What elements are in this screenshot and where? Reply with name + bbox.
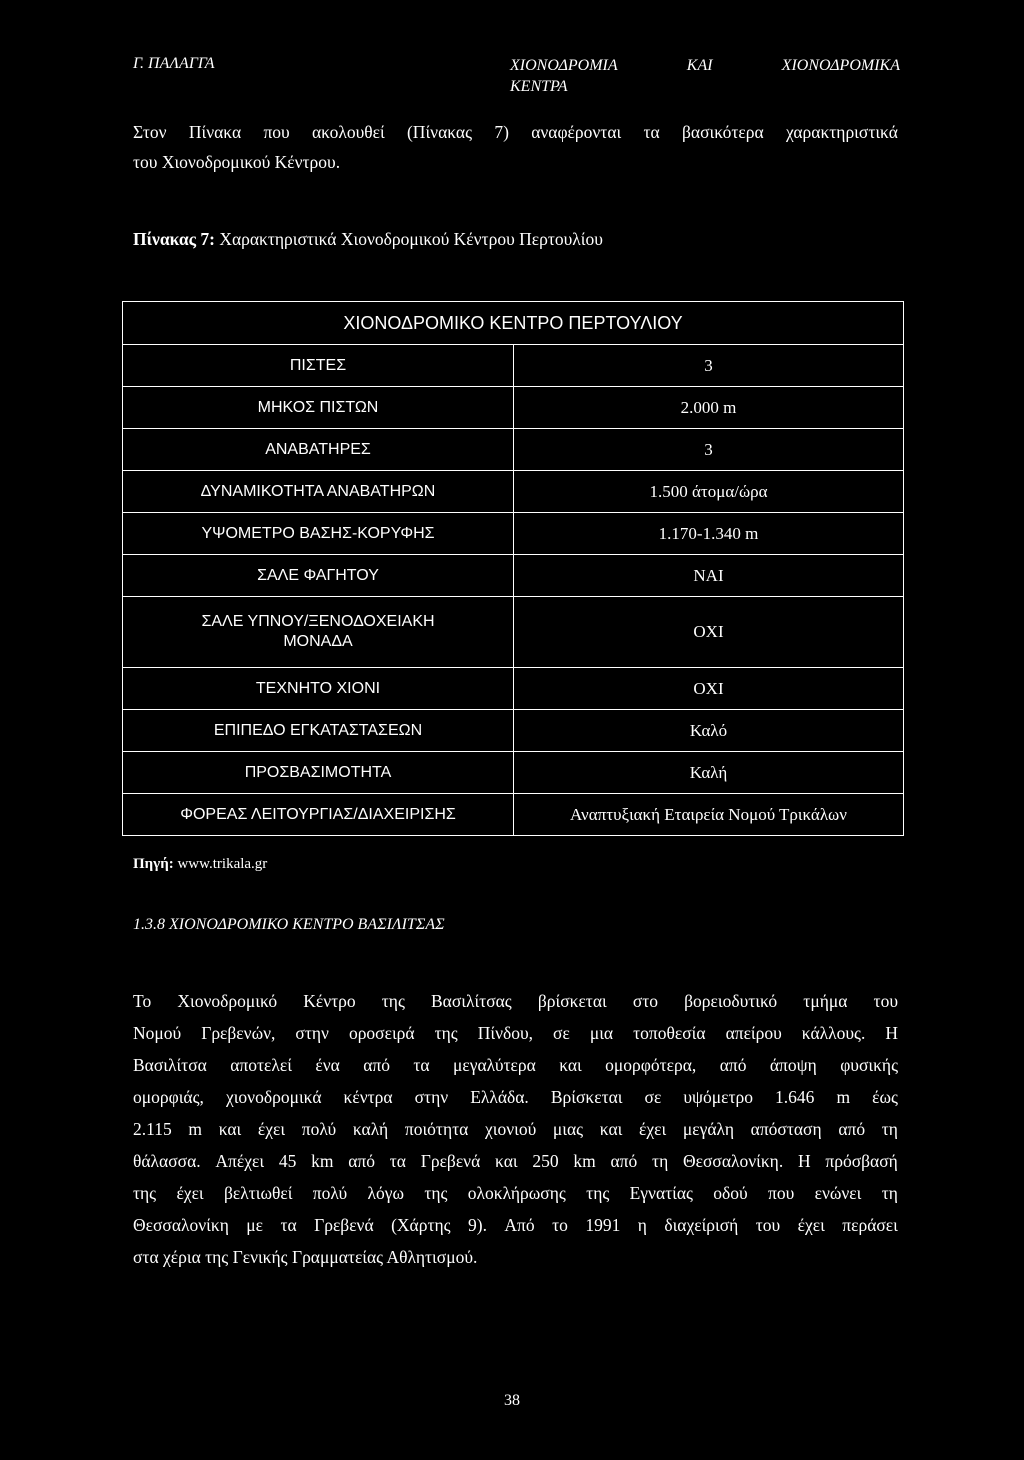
paragraph-word: από (838, 1119, 866, 1139)
paragraph-word: χιονοδρομικά (225, 1087, 322, 1107)
row-value: Αναπτυξιακή Εταιρεία Νομού Τρικάλων (514, 794, 904, 836)
paragraph-word: βελτιωθεί (223, 1183, 293, 1203)
paragraph-word: θάλασσα. (133, 1151, 201, 1171)
paragraph-word: καλή (352, 1119, 389, 1139)
paragraph-word: η (637, 1215, 647, 1235)
paragraph-word: χιονιού (484, 1119, 537, 1139)
paragraph-word: της (424, 1183, 448, 1203)
paragraph-word: βρίσκεται (537, 991, 607, 1011)
paragraph-word: τη (881, 1119, 898, 1139)
paragraph-word: Βασιλίτσας (431, 991, 512, 1011)
paragraph-word: πολύ (301, 1119, 337, 1139)
paragraph-word: από (610, 1151, 638, 1171)
paragraph-word: φυσικής (840, 1055, 898, 1075)
paragraph-word: της (434, 1023, 458, 1043)
paragraph-word: Θεσσαλονίκη (133, 1215, 229, 1235)
paragraph-word: της (586, 1183, 610, 1203)
paragraph-line (133, 1177, 898, 1209)
paragraph-word: 250 (532, 1151, 559, 1171)
paragraph-word: Από (504, 1215, 535, 1235)
paragraph-word: σε (644, 1087, 662, 1107)
running-header-author: Γ. ΠΑΛΑΓΓΑ (133, 55, 215, 72)
paragraph-word: τα (280, 1215, 297, 1235)
paragraph-word: 1.646 (775, 1087, 815, 1107)
paragraph-word: απόσταση (750, 1119, 822, 1139)
paragraph-word: Κέντρο (303, 991, 356, 1011)
paragraph-word: μεγαλύτερα (453, 1055, 536, 1075)
paragraph-line (133, 1209, 898, 1241)
source-label: Πηγή: (133, 856, 174, 872)
paragraph-word: Νομού (133, 1023, 182, 1043)
paragraph-word: έχει (176, 1183, 204, 1203)
paragraph-word: Η (885, 1023, 898, 1043)
paragraph-word: Το (133, 991, 152, 1011)
header-word: ΧΙΟΝΟΔΡΟΜΙΚΑ (781, 57, 900, 74)
paragraph-word: έχει (257, 1119, 286, 1139)
intro-word: ακολουθεί (311, 122, 385, 142)
row-label: ΠΡΟΣΒΑΣΙΜΟΤΗΤΑ (123, 752, 514, 794)
paragraph-word: Βρίσκεται (550, 1087, 623, 1107)
table-row (123, 794, 904, 836)
row-value: Καλή (514, 752, 904, 794)
paragraph-word: από (348, 1151, 375, 1171)
paragraph-word: έχει (639, 1119, 667, 1139)
paragraph-word: κάλλους. (801, 1023, 866, 1043)
table-source (133, 856, 267, 873)
paragraph-word: Πίνδου, (477, 1023, 534, 1043)
intro-word: Πίνακα (188, 122, 242, 142)
paragraph-word: αποτελεί (230, 1055, 292, 1075)
paragraph-word: περάσει (842, 1215, 898, 1235)
paragraph-word: άποψη (769, 1055, 817, 1075)
table-caption-label: Πίνακας 7: (133, 229, 215, 249)
paragraph-word: του (873, 991, 898, 1011)
row-label-line2: ΜΟΝΑΔΑ (283, 633, 353, 650)
intro-word: αναφέρονται (531, 122, 622, 142)
paragraph-word: τη (881, 1183, 898, 1203)
intro-word: 7) (494, 122, 509, 142)
row-value: ΝΑΙ (514, 555, 904, 597)
header-word: ΚΑΙ (686, 57, 713, 74)
running-header-title (510, 55, 900, 97)
table-title-row (123, 302, 904, 345)
paragraph-word: του (755, 1215, 781, 1235)
paragraph-word: της (133, 1183, 157, 1203)
paragraph-word: βορειοδυτικό (684, 991, 778, 1011)
paragraph-word: το (552, 1215, 568, 1235)
paragraph-line: στα χέρια της Γενικής Γραμματείας Αθλητισμού. (133, 1247, 478, 1267)
paragraph-word: μεγάλη (682, 1119, 734, 1139)
row-label: ΥΨΟΜΕΤΡΟ ΒΑΣΗΣ-ΚΟΡΥΦΗΣ (123, 513, 514, 555)
paragraph-word: που (768, 1183, 795, 1203)
paragraph-word: Γρεβενά (420, 1151, 481, 1171)
paragraph-word: στην (295, 1023, 329, 1043)
row-label (123, 597, 514, 668)
paragraph-line (133, 1049, 898, 1081)
intro-word: Στον (133, 122, 167, 142)
paragraph-line (133, 1081, 898, 1113)
row-value: ΟΧΙ (514, 597, 904, 668)
paragraph-word: στην (414, 1087, 449, 1107)
table-row (123, 555, 904, 597)
paragraph-word: Θεσσαλονίκη. (682, 1151, 784, 1171)
paragraph-line (133, 1113, 898, 1145)
paragraph-word: τοποθεσία (633, 1023, 706, 1043)
paragraph-word: από (719, 1055, 747, 1075)
paragraph-word: ολοκλήρωσης (467, 1183, 566, 1203)
paragraph-word: και (495, 1151, 518, 1171)
paragraph-word: m (836, 1087, 851, 1107)
paragraph-word: Γρεβενών, (201, 1023, 276, 1043)
paragraph-word: έως (872, 1087, 898, 1107)
intro-word: (Πίνακας (406, 122, 473, 142)
paragraph-word: 1991 (585, 1215, 621, 1235)
paragraph-word: στο (632, 991, 659, 1011)
paragraph-word: και (218, 1119, 242, 1139)
table-caption-text: Χαρακτηριστικά Χιονοδρομικού Κέντρου Περτουλίου (214, 229, 603, 249)
source-text: www.trikala.gr (173, 856, 268, 872)
paragraph-line (133, 1017, 898, 1049)
paragraph-word: Η (797, 1151, 811, 1171)
row-label: ΔΥΝΑΜΙΚΟΤΗΤΑ ΑΝΑΒΑΤΗΡΩΝ (123, 471, 514, 513)
paragraph-word: τα (413, 1055, 430, 1075)
table-row (123, 471, 904, 513)
paragraph-word: και (599, 1119, 623, 1139)
header-word: ΧΙΟΝΟΔΡΟΜΙΑ (510, 57, 618, 74)
row-value: Καλό (514, 710, 904, 752)
row-value: 3 (514, 345, 904, 387)
paragraph-word: οδού (713, 1183, 748, 1203)
table-title: ΧΙΟΝΟΔΡΟΜΙΚΟ ΚΕΝΤΡΟ ΠΕΡΤΟΥΛΙΟΥ (123, 302, 904, 345)
table-row (123, 387, 904, 429)
table-row (123, 429, 904, 471)
section-heading: 1.3.8 ΧΙΟΝΟΔΡΟΜΙΚΟ ΚΕΝΤΡΟ ΒΑΣΙΛΙΤΣΑΣ (133, 916, 445, 933)
paragraph-word: Ελλάδα. (470, 1087, 529, 1107)
paragraph-line (133, 985, 898, 1017)
paragraph-word: σε (553, 1023, 570, 1043)
paragraph-word: ένα (315, 1055, 340, 1075)
paragraph-word: από (363, 1055, 390, 1075)
intro-paragraph (133, 117, 898, 177)
paragraph-word: πρόσβασή (825, 1151, 898, 1171)
table-row (123, 752, 904, 794)
paragraph-word: 2.115 (133, 1119, 172, 1139)
table-row (123, 513, 904, 555)
intro-line-1 (133, 117, 898, 147)
row-label: ΜΗΚΟΣ ΠΙΣΤΩΝ (123, 387, 514, 429)
paragraph-word: (Χάρτης (391, 1215, 451, 1235)
paragraph-word: 9). (468, 1215, 487, 1235)
intro-word: βασικότερα (682, 122, 764, 142)
paragraph-word: Απέχει (215, 1151, 265, 1171)
paragraph-word: υψόμετρο (683, 1087, 753, 1107)
row-label: ΕΠΙΠΕΔΟ ΕΓΚΑΤΑΣΤΑΣΕΩΝ (123, 710, 514, 752)
row-value: ΟΧΙ (514, 668, 904, 710)
paragraph-word: Βασιλίτσα (133, 1055, 207, 1075)
paragraph-word: οροσειρά (348, 1023, 415, 1043)
paragraph-word: km (573, 1151, 596, 1171)
paragraph-word: Γρεβενά (314, 1215, 374, 1235)
row-label: ΤΕΧΝΗΤΟ ΧΙΟΝΙ (123, 668, 514, 710)
body-paragraph (133, 985, 898, 1273)
intro-word: τα (643, 122, 660, 142)
paragraph-word: διαχείρισή (664, 1215, 739, 1235)
table-caption (133, 229, 603, 250)
intro-word: που (263, 122, 290, 142)
paragraph-word: τμήμα (803, 991, 848, 1011)
paragraph-word: 45 (278, 1151, 297, 1171)
row-label: ΑΝΑΒΑΤΗΡΕΣ (123, 429, 514, 471)
paragraph-word: έχει (797, 1215, 825, 1235)
table-row (123, 668, 904, 710)
paragraph-word: μιας (552, 1119, 584, 1139)
row-label-line1: ΣΑΛΕ ΥΠΝΟΥ/ΞΕΝΟΔΟΧΕΙΑΚΗ (201, 613, 435, 630)
running-header-title-line1 (510, 55, 900, 76)
intro-line-2: του Χιονοδρομικού Κέντρου. (133, 152, 341, 172)
paragraph-word: ποιότητα (404, 1119, 469, 1139)
running-header-title-line2: ΚΕΝΤΡΑ (510, 78, 568, 95)
paragraph-word: m (188, 1119, 203, 1139)
ski-center-table (122, 301, 904, 836)
table-row (123, 710, 904, 752)
paragraph-word: τα (389, 1151, 406, 1171)
table-row (123, 597, 904, 668)
row-value: 3 (514, 429, 904, 471)
paragraph-word: ενώνει (814, 1183, 862, 1203)
table-row (123, 345, 904, 387)
row-value: 1.500 άτομα/ώρα (514, 471, 904, 513)
page-number: 38 (504, 1392, 520, 1409)
paragraph-word: απείρου (725, 1023, 782, 1043)
paragraph-word: ομορφιάς, (133, 1087, 204, 1107)
row-label: ΦΟΡΕΑΣ ΛΕΙΤΟΥΡΓΙΑΣ/ΔΙΑΧΕΙΡΙΣΗΣ (123, 794, 514, 836)
paragraph-word: και (559, 1055, 582, 1075)
row-value: 2.000 m (514, 387, 904, 429)
paragraph-word: km (311, 1151, 334, 1171)
paragraph-word: πολύ (312, 1183, 348, 1203)
row-label: ΠΙΣΤΕΣ (123, 345, 514, 387)
paragraph-word: μια (589, 1023, 614, 1043)
row-label: ΣΑΛΕ ΦΑΓΗΤΟΥ (123, 555, 514, 597)
paragraph-word: με (246, 1215, 264, 1235)
paragraph-line (133, 1145, 898, 1177)
paragraph-word: Χιονοδρομικό (177, 991, 278, 1011)
paragraph-word: κέντρα (343, 1087, 393, 1107)
row-value: 1.170-1.340 m (514, 513, 904, 555)
intro-word: χαρακτηριστικά (785, 122, 898, 142)
paragraph-word: της (381, 991, 405, 1011)
paragraph-word: τη (652, 1151, 669, 1171)
paragraph-word: λόγω (367, 1183, 404, 1203)
paragraph-word: Εγνατίας (629, 1183, 693, 1203)
paragraph-word: ομορφότερα, (605, 1055, 697, 1075)
